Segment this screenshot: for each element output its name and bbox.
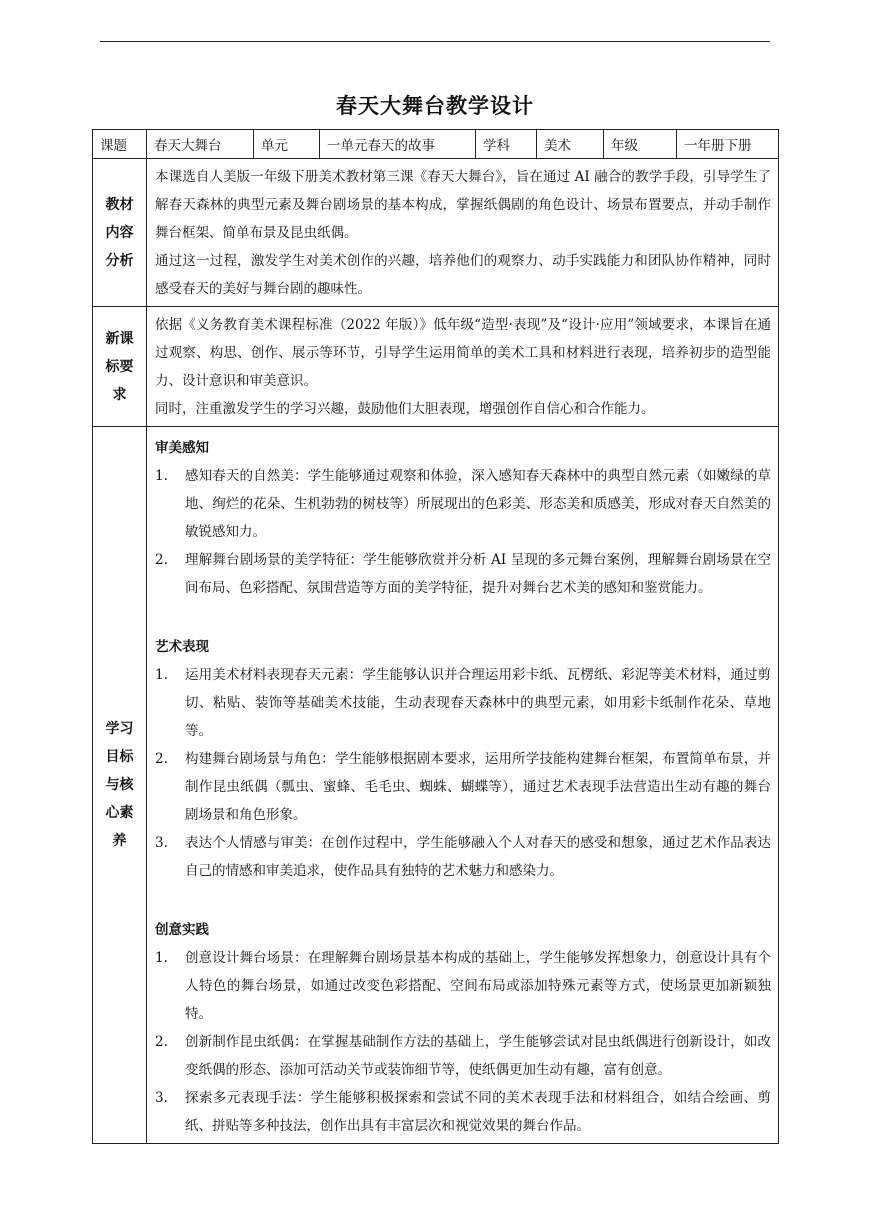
objectives-content: [147, 427, 779, 1144]
topic-value: 春天大舞台: [147, 130, 254, 159]
analysis-row: [93, 159, 779, 307]
unit-label: 单元: [254, 130, 320, 159]
expression-list: [155, 661, 771, 885]
analysis-content: [147, 159, 779, 307]
analysis-paragraph: 本课选自人美版一年级下册美术教材第三课《春天大舞台》，旨在通过 AI 融合的教学手段，引导学生了解春天森林的典型元素及舞台剧场景的基本构成，掌握纸偶剧的角色设计、场景布置要点，并动手制作舞台框架、简单布景及昆虫纸偶。: [155, 169, 771, 241]
objectives-label: 学习 目标 与核 心素 养: [93, 427, 147, 1144]
grade-value: 一年册下册: [677, 130, 779, 159]
lesson-plan-table: [92, 129, 779, 1144]
analysis-paragraph: 通过这一过程，激发学生对美术创作的兴趣，培养他们的观察力、动手实践能力和团队协作精神，同时感受春天的美好与舞台剧的趣味性。: [155, 253, 771, 297]
spacer: [155, 602, 771, 630]
subject-label: 学科: [476, 130, 537, 159]
standards-paragraph: 同时，注重激发学生的学习兴趣，鼓励他们大胆表现，增强创作自信心和合作能力。: [155, 401, 655, 417]
list-item: 1. 创意设计舞台场景：在理解舞台剧场景基本构成的基础上，学生能够发挥想象力，创意设计具有个人特色的舞台场景，如通过改变色彩搭配、空间布局或添加特殊元素等方式，使场景更加新颖独特。: [155, 950, 771, 1022]
spacer: [155, 885, 771, 913]
header-row: [93, 130, 779, 159]
list-item: 2. 创新制作昆虫纸偶：在掌握基础制作方法的基础上，学生能够尝试对昆虫纸偶进行创新设计，如改变纸偶的形态、添加可活动关节或装饰细节等，使纸偶更加生动有趣，富有创意。: [155, 1034, 771, 1078]
list-item: 1. 运用美术材料表现春天元素：学生能够认识并合理运用彩卡纸、瓦楞纸、彩泥等美术材料，通过剪切、粘贴、装饰等基础美术技能，生动表现春天森林中的典型元素，如用彩卡纸制作花朵、草地等。: [155, 667, 771, 739]
list-item: 3. 表达个人情感与审美：在创作过程中，学生能够融入个人对春天的感受和想象，通过艺术作品表达自己的情感和审美追求，使作品具有独特的艺术魅力和感染力。: [155, 835, 771, 879]
aesthetic-list: [155, 462, 771, 602]
section-heading-aesthetic: 审美感知: [155, 440, 209, 456]
list-item: 2. 构建舞台剧场景与角色：学生能够根据剧本要求，运用所学技能构建舞台框架，布置简单布景，并制作昆虫纸偶（瓢虫、蜜蜂、毛毛虫、蜘蛛、蝴蝶等），通过艺术表现手法营造出生动有趣的舞台剧场景和角色形象。: [155, 751, 771, 823]
creative-list: [155, 944, 771, 1140]
grade-label: 年级: [604, 130, 677, 159]
header-rule: [100, 41, 770, 42]
standards-label: 新课 标要 求: [93, 307, 147, 427]
topic-label: 课题: [93, 130, 147, 159]
subject-value: 美术: [537, 130, 604, 159]
list-item: 3. 探索多元表现手法：学生能够积极探索和尝试不同的美术表现手法和材料组合，如结合绘画、剪纸、拼贴等多种技法，创作出具有丰富层次和视觉效果的舞台作品。: [155, 1090, 771, 1134]
standards-paragraph: 依据《义务教育美术课程标准（2022 年版）》低年级“造型·表现”及“设计·应用”领域要求，本课旨在通过观察、构思、创作、展示等环节，引导学生运用简单的美术工具和材料进行表现，培养初步的造型能力、设计意识和审美意识。: [155, 317, 771, 389]
standards-content: [147, 307, 779, 427]
section-heading-creative: 创意实践: [155, 922, 209, 938]
standards-row: [93, 307, 779, 427]
unit-value: 一单元春天的故事: [320, 130, 476, 159]
analysis-label: 教材 内容 分析: [93, 159, 147, 307]
list-item: 2. 理解舞台剧场景的美学特征：学生能够欣赏并分析 AI 呈现的多元舞台案例，理解舞台剧场景在空间布局、色彩搭配、氛围营造等方面的美学特征，提升对舞台艺术美的感知和鉴赏能力。: [155, 552, 771, 596]
section-heading-expression: 艺术表现: [155, 639, 209, 655]
list-item: 1. 感知春天的自然美：学生能够通过观察和体验，深入感知春天森林中的典型自然元素（如嫩绿的草地、绚烂的花朵、生机勃勃的树枝等）所展现出的色彩美、形态美和质感美，形成对春天自然美的敏锐感知力。: [155, 468, 771, 540]
objectives-row: [93, 427, 779, 1144]
document-title: 春天大舞台教学设计: [336, 94, 534, 118]
